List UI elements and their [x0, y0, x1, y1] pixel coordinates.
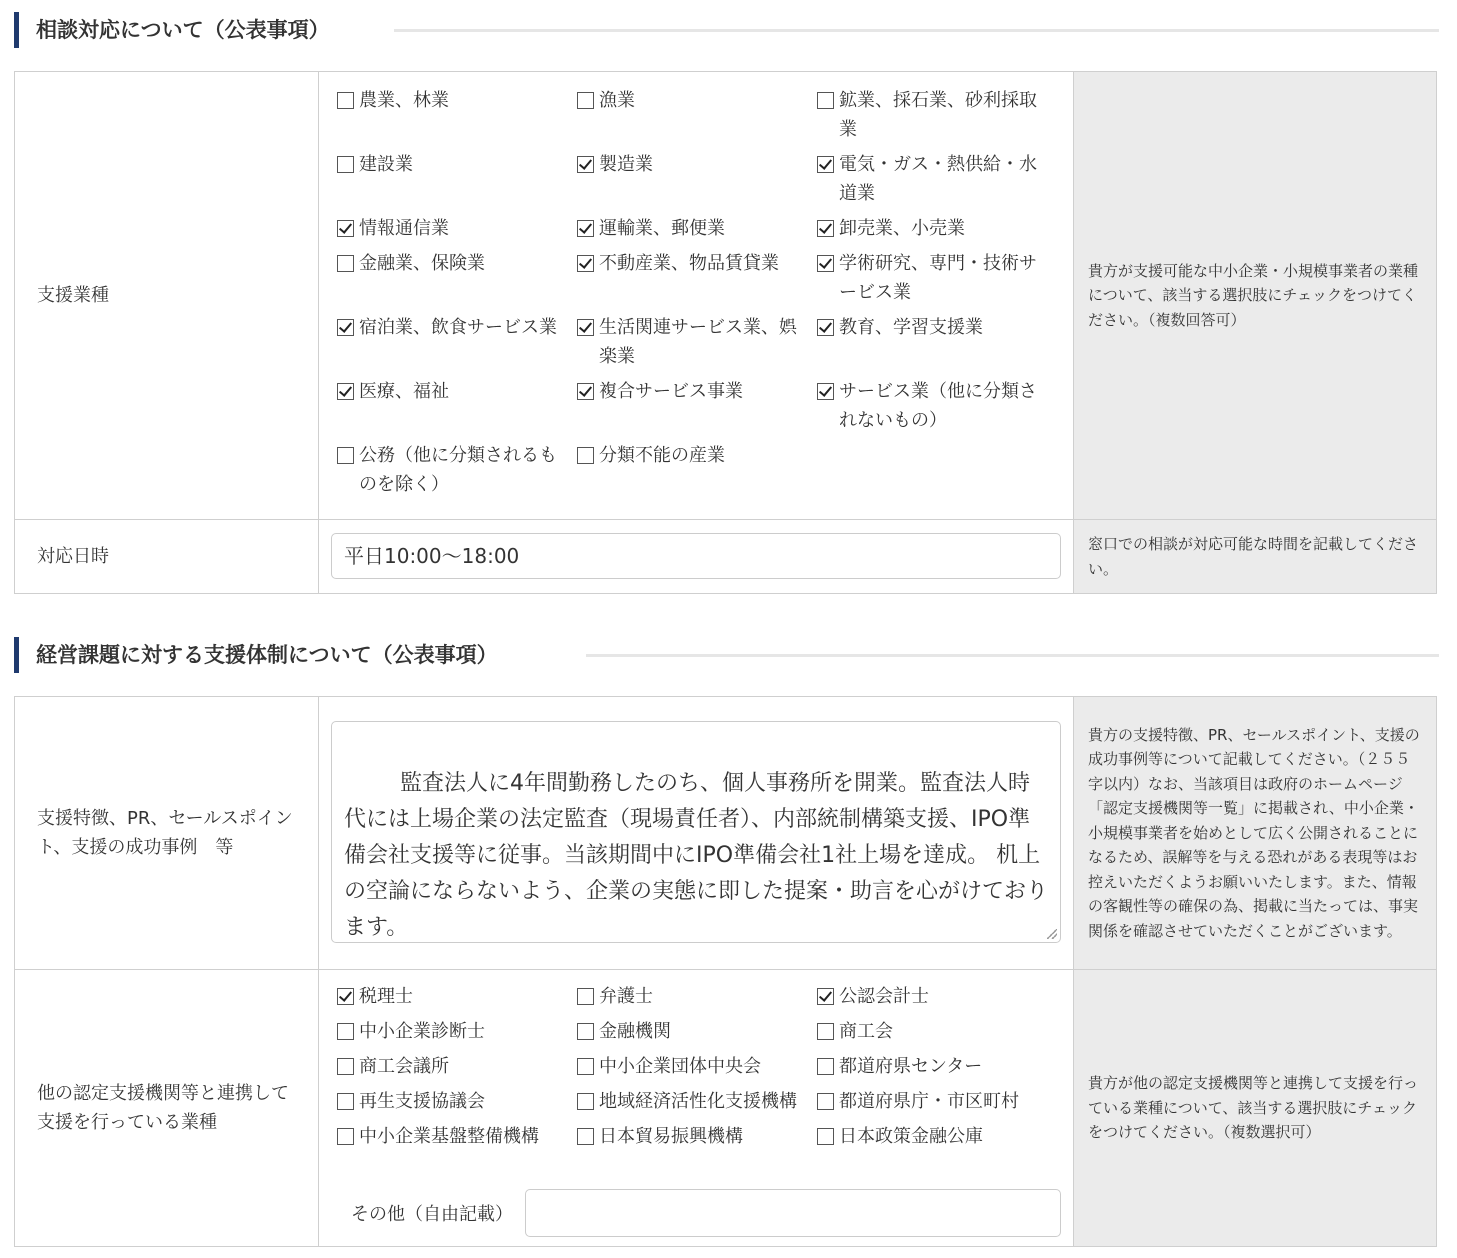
industry-option[interactable]: [577, 86, 817, 144]
checkbox-checked[interactable]: [337, 988, 354, 1005]
partner-option-label: 都道府県センター: [839, 1056, 983, 1077]
checkbox-unchecked[interactable]: [337, 447, 354, 464]
partners-other: [337, 1190, 1061, 1236]
partner-option[interactable]: [577, 1017, 817, 1046]
industry-option[interactable]: [577, 313, 817, 371]
partner-option[interactable]: [577, 1087, 817, 1116]
industry-option[interactable]: [337, 249, 577, 307]
industry-option-label: 製造業: [599, 154, 653, 175]
industry-option-label: 電気・ガス・熱供給・水道業: [839, 154, 1037, 204]
checkbox-checked[interactable]: [817, 255, 834, 272]
partner-option-label: 再生支援協議会: [359, 1091, 485, 1112]
industry-option[interactable]: [577, 441, 817, 499]
industry-option[interactable]: [817, 86, 1057, 144]
partner-option[interactable]: [817, 1052, 1057, 1081]
checkbox-checked[interactable]: [337, 220, 354, 237]
hours-input-cell: [319, 520, 1074, 593]
checkbox-unchecked[interactable]: [577, 1023, 594, 1040]
industry-option-label: 生活関連サービス業、娯楽業: [599, 317, 797, 367]
industry-option-label: 医療、福祉: [359, 381, 449, 402]
checkbox-unchecked[interactable]: [817, 1128, 834, 1145]
partner-option-label: 税理士: [359, 986, 413, 1007]
checkbox-checked[interactable]: [577, 383, 594, 400]
partners-row: [14, 970, 1437, 1247]
partner-option-label: 中小企業基盤整備機構: [359, 1126, 539, 1147]
industry-option[interactable]: [817, 377, 1057, 435]
industry-option[interactable]: [577, 214, 817, 243]
partner-option-label: 弁護士: [599, 986, 653, 1007]
industries-options: [319, 72, 1074, 519]
partner-option[interactable]: [817, 1087, 1057, 1116]
industry-option-label: 教育、学習支援業: [839, 317, 983, 338]
section-accent-bar: [14, 637, 19, 673]
partner-option-label: 中小企業団体中央会: [599, 1056, 761, 1077]
partner-option-label: 金融機関: [599, 1021, 671, 1042]
partner-option[interactable]: [337, 1052, 577, 1081]
partner-option[interactable]: [817, 1122, 1057, 1151]
checkbox-unchecked[interactable]: [337, 1128, 354, 1145]
checkbox-checked[interactable]: [817, 156, 834, 173]
industry-option[interactable]: [577, 249, 817, 307]
checkbox-unchecked[interactable]: [817, 92, 834, 109]
industry-option-label: 公務（他に分類されるものを除く）: [359, 445, 557, 495]
checkbox-checked[interactable]: [817, 319, 834, 336]
checkbox-unchecked[interactable]: [817, 1058, 834, 1075]
partner-option-label: 公認会計士: [839, 986, 929, 1007]
partners-note: 貴方が他の認定支援機関等と連携して支援を行っている業種について、該当する選択肢にチェックをつけてください。（複数選択可）: [1074, 970, 1436, 1246]
section-title: 相談対応について（公表事項）: [36, 18, 330, 42]
partner-option[interactable]: [817, 1017, 1057, 1046]
industry-option[interactable]: [337, 150, 577, 208]
section-header-support-structure: [14, 637, 1439, 673]
checkbox-checked[interactable]: [817, 383, 834, 400]
section-divider: [586, 654, 1439, 657]
checkbox-checked[interactable]: [577, 220, 594, 237]
partner-option[interactable]: [337, 1017, 577, 1046]
resize-handle-icon[interactable]: [1047, 929, 1057, 939]
checkbox-unchecked[interactable]: [337, 92, 354, 109]
features-note: 貴方の支援特徴、PR、セールスポイント、支援の成功事例等について記載してください。（２５５字以内）なお、当該項目は政府のホームページ「認定支援機関等一覧」に掲載され、中小企業・小規模事業者を始めとして広く公開されることになるため、誤解等を与える恐れがある表現等はお控えいただくようお願いいたします。また、情報の客観性等の確保の為、掲載に当たっては、事実関係を確認させていただくことがございます。: [1074, 697, 1436, 969]
checkbox-checked[interactable]: [577, 255, 594, 272]
industry-option-label: 情報通信業: [359, 218, 449, 239]
industry-option-label: 漁業: [599, 90, 635, 111]
hours-row: [14, 520, 1437, 594]
checkbox-checked[interactable]: [817, 988, 834, 1005]
industry-option[interactable]: [337, 86, 577, 144]
partners-checkbox-grid: [319, 970, 1073, 1161]
partner-option-label: 商工会議所: [359, 1056, 449, 1077]
partner-option[interactable]: [577, 1122, 817, 1151]
checkbox-unchecked[interactable]: [577, 1058, 594, 1075]
partners-options: [319, 970, 1074, 1246]
industries-checkbox-grid: [319, 72, 1073, 509]
partners-other-input[interactable]: [525, 1189, 1061, 1237]
section-divider: [394, 29, 1439, 32]
checkbox-unchecked[interactable]: [577, 988, 594, 1005]
hours-input[interactable]: [331, 533, 1061, 579]
partner-option[interactable]: [337, 1122, 577, 1151]
partners-other-label: その他（自由記載）: [351, 1204, 513, 1225]
partner-option-label: 商工会: [839, 1021, 893, 1042]
industry-option[interactable]: [817, 150, 1057, 208]
partners-label: 他の認定支援機関等と連携して支援を行っている業種: [15, 970, 319, 1246]
checkbox-unchecked[interactable]: [337, 156, 354, 173]
industry-option-label: 農業、林業: [359, 90, 449, 111]
industry-option-label: 分類不能の産業: [599, 445, 725, 466]
checkbox-checked[interactable]: [337, 319, 354, 336]
industry-option-label: 学術研究、専門・技術サービス業: [839, 253, 1037, 303]
partner-option[interactable]: [577, 1052, 817, 1081]
features-label: 支援特徴、PR、セールスポイント、支援の成功事例 等: [15, 697, 319, 969]
industry-option-label: 鉱業、採石業、砂利採取業: [839, 90, 1037, 140]
section-header-consultation: [14, 12, 1439, 48]
partner-option-label: 日本貿易振興機構: [599, 1126, 743, 1147]
industry-option[interactable]: [337, 313, 577, 371]
checkbox-checked[interactable]: [577, 156, 594, 173]
industry-option[interactable]: [817, 214, 1057, 243]
industry-option-label: 建設業: [359, 154, 413, 175]
checkbox-unchecked[interactable]: [577, 92, 594, 109]
checkbox-unchecked[interactable]: [577, 1093, 594, 1110]
industry-option[interactable]: [577, 150, 817, 208]
checkbox-unchecked[interactable]: [337, 1058, 354, 1075]
features-textarea[interactable]: [331, 721, 1061, 943]
checkbox-checked[interactable]: [577, 319, 594, 336]
checkbox-unchecked[interactable]: [337, 1093, 354, 1110]
features-row: [14, 697, 1437, 970]
industry-option[interactable]: [337, 214, 577, 243]
industry-option-label: 卸売業、小売業: [839, 218, 965, 239]
features-textarea-cell: [319, 697, 1074, 969]
hours-input-value: 平日10:00～18:00: [344, 544, 520, 568]
checkbox-unchecked[interactable]: [337, 1023, 354, 1040]
industry-option-label: 運輸業、郵便業: [599, 218, 725, 239]
industry-option-label: サービス業（他に分類されないもの）: [839, 381, 1037, 431]
industries-label: 支援業種: [15, 72, 319, 519]
checkbox-checked[interactable]: [337, 383, 354, 400]
industry-option[interactable]: [337, 441, 577, 499]
checkbox-unchecked[interactable]: [577, 447, 594, 464]
industries-row: [14, 72, 1437, 520]
industry-option-label: 金融業、保険業: [359, 253, 485, 274]
partner-option[interactable]: [817, 982, 1057, 1011]
partner-option-label: 日本政策金融公庫: [839, 1126, 983, 1147]
industries-note: 貴方が支援可能な中小企業・小規模事業者の業種について、該当する選択肢にチェックをつけてください。（複数回答可）: [1074, 72, 1436, 519]
checkbox-unchecked[interactable]: [337, 255, 354, 272]
support-structure-table: [14, 696, 1437, 1247]
hours-label: 対応日時: [15, 520, 319, 593]
industry-option-label: 複合サービス事業: [599, 381, 743, 402]
checkbox-unchecked[interactable]: [817, 1093, 834, 1110]
hours-note: 窓口での相談が対応可能な時間を記載してください。: [1074, 520, 1436, 593]
partner-option[interactable]: [337, 982, 577, 1011]
partner-option[interactable]: [577, 982, 817, 1011]
partner-option-label: 地域経済活性化支援機構: [599, 1091, 797, 1112]
industry-option-label: 宿泊業、飲食サービス業: [359, 317, 557, 338]
checkbox-unchecked[interactable]: [817, 1023, 834, 1040]
industry-option-label: 不動産業、物品賃貸業: [599, 253, 779, 274]
partner-option-label: 都道府県庁・市区町村: [839, 1091, 1019, 1112]
industry-option[interactable]: [817, 313, 1057, 371]
partner-option-label: 中小企業診断士: [359, 1021, 485, 1042]
consultation-table: [14, 71, 1437, 594]
industry-option[interactable]: [337, 377, 577, 435]
partner-option[interactable]: [337, 1087, 577, 1116]
section-accent-bar: [14, 12, 19, 48]
industry-option[interactable]: [577, 377, 817, 435]
section-title: 経営課題に対する支援体制について（公表事項）: [36, 643, 498, 667]
features-textarea-value: 監査法人に4年間勤務したのち、個人事務所を開業。監査法人時代には上場企業の法定監査（現場責任者）、内部統制構築支援、IPO準備会社支援等に従事。当該期間中にIPO準備会社1社上場を達成。 机上の空論にならないよう、企業の実態に即した提案・助言を心がけております。: [344, 771, 1049, 940]
checkbox-unchecked[interactable]: [577, 1128, 594, 1145]
industry-option[interactable]: [817, 249, 1057, 307]
checkbox-checked[interactable]: [817, 220, 834, 237]
